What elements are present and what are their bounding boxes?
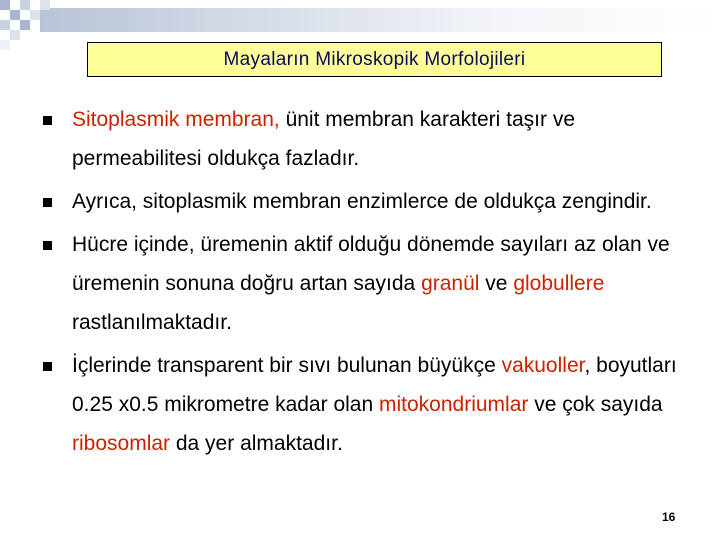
highlighted-term: vakuoller (501, 354, 585, 377)
bullet-text: Hücre içinde, üremenin aktif olduğu dönemde sayıları az olan ve üremenin sonuna doğru artan sayıda (72, 233, 670, 295)
square-bullet-icon (43, 116, 52, 125)
header-gradient-bar (40, 8, 720, 32)
bullet-text: da yer almaktadır. (170, 432, 343, 455)
bullet-text: İçlerinde transparent bir sıvı bulunan büyükçe (72, 354, 502, 377)
bullet-list (40, 100, 700, 467)
highlighted-term: Sitoplasmik membran, (72, 108, 280, 131)
page-number: 16 (662, 510, 676, 524)
bullet-item (40, 182, 700, 221)
bullet-item (40, 100, 700, 178)
bullet-item (40, 346, 700, 463)
square-bullet-icon (43, 198, 52, 207)
checkered-corner-decoration (0, 0, 90, 50)
highlighted-term: granül (421, 272, 480, 295)
bullet-text: ünit membran karakteri taşır ve permeabilitesi oldukça fazladır. (72, 108, 576, 170)
square-bullet-icon (43, 362, 52, 371)
bullet-text: , boyutları 0.25 x0.5 mikrometre kadar olan (72, 354, 677, 416)
bullet-text: ve çok sayıda (528, 393, 663, 416)
bullet-text: Ayrıca, sitoplasmik membran enzimlerce de oldukça zengindir. (72, 190, 652, 213)
bullet-item (40, 225, 700, 342)
highlighted-term: ribosomlar (72, 432, 171, 455)
highlighted-term: mitokondriumlar (378, 393, 529, 416)
bullet-text: rastlanılmaktadır. (72, 311, 232, 334)
square-bullet-icon (43, 241, 52, 250)
highlighted-term: globullere (513, 272, 605, 295)
slide-title: Mayaların Mikroskopik Morfolojileri (87, 42, 662, 77)
bullet-text: ve (479, 272, 514, 295)
